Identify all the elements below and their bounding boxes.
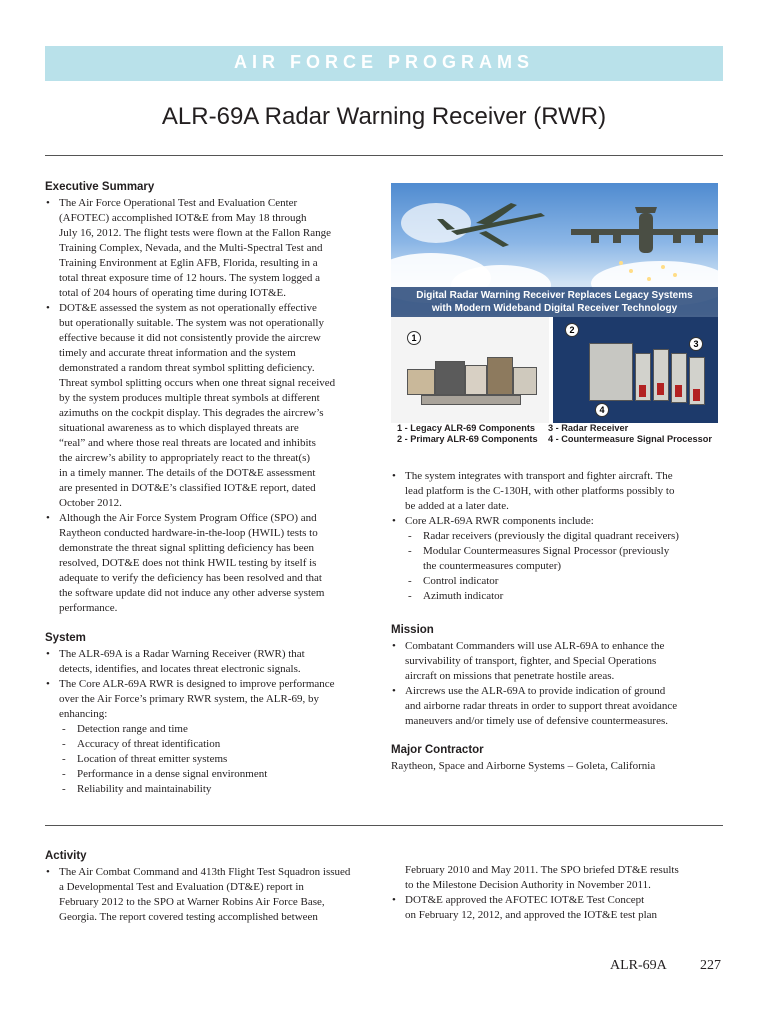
system-bullet-1: • The ALR-69A is a Radar Warning Receiver (RWR) that detects, identifies, and locates threat electronic signals.: [45, 647, 385, 677]
system-bullet-4: • Core ALR-69A RWR components include: - Radar receivers (previously the digital quadrant receivers) - Modular Countermeasures Signal Processor (previously the countermeasures computer) - Control indicator - Azimuth indicator: [391, 514, 736, 604]
system-section: [45, 631, 385, 797]
legend-item: 1 - Legacy ALR-69 Components: [397, 423, 536, 433]
enhancement-item: - Location of threat emitter systems: [61, 752, 385, 767]
major-contractor-text: Raytheon, Space and Airborne Systems – Goleta, California: [391, 760, 656, 772]
legend-item: 2 - Primary ALR-69 Components: [397, 434, 538, 444]
activity-bullet-1: • The Air Combat Command and 413th Flight Test Squadron issued a Developmental Test and Evaluation (DT&E) report in February 2012 to the SPO at Warner Robins Air Force Base, Georgia. The report covered testing accomplished between: [45, 865, 385, 925]
marker-4: 4: [595, 403, 609, 417]
component-item: - Control indicator: [407, 574, 736, 589]
enhancement-item: - Detection range and time: [61, 722, 385, 737]
section-banner: [45, 46, 723, 81]
component-item: - Azimuth indicator: [407, 589, 736, 604]
mission-heading: Mission: [391, 624, 434, 636]
executive-summary-heading: Executive Summary: [45, 181, 155, 193]
activity-divider: [45, 825, 723, 826]
legend-item: 4 - Countermeasure Signal Processor: [548, 434, 712, 444]
mission-bullet-1: • Combatant Commanders will use ALR-69A to enhance the survivability of transport, fighter, and Special Operations aircraft on missions that penetrate hostile areas.: [391, 639, 736, 684]
major-contractor-section: [391, 743, 736, 774]
figure-banner: Digital Radar Warning Receiver Replaces Legacy Systems with Modern Wideband Digital Receiver Technology: [391, 287, 718, 317]
page-number: 227: [700, 958, 721, 973]
mission-bullet-2: • Aircrews use the ALR-69A to provide indication of ground and airborne radar threats in order to support threat avoidance maneuvers and/or timely use of defensive countermeasures.: [391, 684, 736, 729]
marker-2: 2: [565, 323, 579, 337]
system-continued: [391, 469, 736, 604]
marker-3: 3: [689, 337, 703, 351]
exec-bullet-3: • Although the Air Force System Program Office (SPO) and Raytheon conducted hardware-in-the-loop (HWIL) tests to demonstrate the threat signal splitting deficiency has been resolved, DOT&E does not think HWIL testing by itself is adequate to verify the deficiency has been resolved and that the software update did not induce any other adverse system performance.: [45, 511, 385, 616]
footer-program-name: ALR-69A: [610, 958, 667, 973]
exec-bullet-1: • The Air Force Operational Test and Evaluation Center (AFOTEC) accomplished IOT&E from May 18 through July 16, 2012. The flight tests were flown at the Fallon Range Training Complex, Nevada, and the Multi-Spectral Test and Training Environment at Eglin AFB, Florida, resulting in a total threat exposure time of 12 hours. The system logged a total of 204 hours of operating time during IOT&E.: [45, 196, 385, 301]
title-divider: [45, 155, 723, 156]
executive-summary-section: [45, 180, 385, 616]
activity-heading: Activity: [45, 850, 87, 862]
activity-continued: [391, 863, 736, 923]
enhancement-item: - Reliability and maintainability: [61, 782, 385, 797]
exec-bullet-2: • DOT&E assessed the system as not operationally effective but operationally suitable. The system was not operationally effective because it did not consistently provide the aircrew timely and accurate threat information and the system demonstrated a random threat symbol splitting deficiency. Threat symbol splitting occurs when one threat signal received by the system produces multiple threat symbols at different azimuths on the cockpit display. This degrades the aircrew’s situational awareness as to which displayed threats are “real” and where those real threats are located and inhibits the aircrew’s ability to appropriately react to the threat(s) in a timely manner. The details of the DOT&E assessment are presented in DOT&E’s classified IOT&E report, dated October 2012.: [45, 301, 385, 511]
legacy-components-photo: [391, 317, 551, 423]
activity-bullet-2: • DOT&E approved the AFOTEC IOT&E Test Concept on February 12, 2012, and approved the IOT&E test plan: [391, 893, 736, 923]
banner-text: AIR FORCE PROGRAMS: [233, 52, 534, 72]
marker-1: 1: [407, 331, 421, 345]
major-contractor-heading: Major Contractor: [391, 744, 484, 756]
new-components-photo: [553, 317, 718, 423]
legend-item: 3 - Radar Receiver: [548, 423, 629, 433]
mission-section: [391, 623, 736, 729]
component-item: - Modular Countermeasures Signal Processor (previously the countermeasures computer): [407, 544, 736, 574]
system-heading: System: [45, 632, 86, 644]
enhancement-item: - Performance in a dense signal environment: [61, 767, 385, 782]
activity-section: [45, 849, 385, 925]
page-title: ALR-69A Radar Warning Receiver (RWR): [161, 103, 607, 130]
component-item: - Radar receivers (previously the digital quadrant receivers): [407, 529, 736, 544]
activity-bullet-1-continued: February 2010 and May 2011. The SPO briefed DT&E results to the Milestone Decision Authority in November 2011.: [405, 864, 679, 891]
enhancement-item: - Accuracy of threat identification: [61, 737, 385, 752]
system-bullet-3: • The system integrates with transport and fighter aircraft. The lead platform is the C-130H, with other platforms possibly to be added at a later date.: [391, 469, 736, 514]
aircraft-icon: [391, 183, 718, 287]
rwr-figure: [391, 183, 718, 423]
system-bullet-2: • The Core ALR-69A RWR is designed to improve performance over the Air Force’s primary RWR system, the ALR-69, by enhancing: - Detection range and time - Accuracy of threat identification - Location of threat emitter systems - Performance in a dense signal environment - Reliability and maintainability: [45, 677, 385, 797]
